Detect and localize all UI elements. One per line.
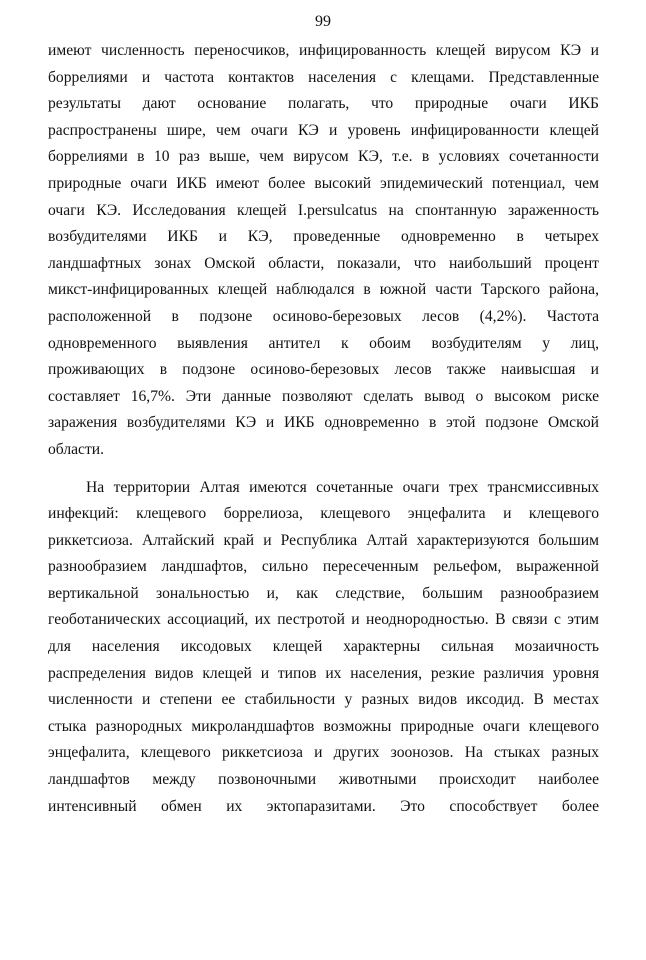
text-line: боррелиями и частота контактов населения с клещами. Представленные — [48, 68, 599, 86]
page-number: 99 — [315, 13, 331, 30]
text-line: составляет 16,7%. Эти данные позволяют сделать вывод о высоком риске — [48, 387, 599, 405]
text-line: стыка разнородных микроландшафтов возможны природные очаги клещевого — [48, 717, 599, 735]
text-line: имеют численность переносчиков, инфицированность клещей вирусом КЭ и — [48, 42, 599, 59]
text-line: природные очаги ИКБ имеют более высокий эпидемический потенциал, чем — [48, 174, 599, 192]
text-line: геоботанических ассоциаций, их пестротой и неоднородностью. В связи с этим — [48, 611, 599, 629]
text-line: одновременного выявления антител к обоим возбудителям у лиц, — [48, 334, 599, 352]
text-line: результаты дают основание полагать, что природные очаги ИКБ — [48, 95, 599, 113]
text-line: интенсивный обмен их эктопаразитами. Это способствует более — [48, 797, 599, 815]
text-line: энцефалита, клещевого риккетсиоза и других зоонозов. На стыках разных — [48, 744, 599, 762]
text-line: очаги КЭ. Исследования клещей I.persulcatus на спонтанную зараженность — [48, 201, 599, 219]
text-line: возбудителями ИКБ и КЭ, проведенные одновременно в четырех — [48, 228, 599, 246]
paragraph-gap — [48, 464, 599, 475]
text-line: боррелиями в 10 раз выше, чем вирусом КЭ, т.е. в условиях сочетанности — [48, 148, 599, 166]
text-line: распространены шире, чем очаги КЭ и уровень инфицированности клещей — [48, 121, 599, 139]
document-body — [48, 38, 599, 820]
text-line: проживающих в подзоне осиново-березовых лесов также наивысшая и — [48, 361, 599, 379]
text-line: для населения иксодовых клещей характерны сильная мозаичность — [48, 638, 599, 656]
text-line: области. — [48, 440, 105, 458]
text-line: заражения возбудителями КЭ и ИКБ одновременно в этой подзоне Омской — [48, 414, 599, 432]
paragraph — [48, 475, 599, 821]
text-line: разнообразием ландшафтов, сильно пересеченным рельефом, выраженной — [48, 558, 599, 576]
text-line: ландшафтных зонах Омской области, показали, что наибольший процент — [48, 254, 599, 272]
paragraph — [48, 38, 599, 464]
text-line: численности и степени ее стабильности у разных видов иксодид. В местах — [48, 691, 599, 709]
text-line: вертикальной зональностью и, как следствие, большим разнообразием — [48, 584, 599, 602]
text-line: На территории Алтая имеются сочетанные очаги трех трансмиссивных — [86, 478, 599, 496]
text-line: ландшафтов между позвоночными животными происходит наиболее — [48, 771, 599, 789]
text-line: распределения видов клещей и типов их населения, резкие различия уровня — [48, 664, 599, 682]
text-line: расположенной в подзоне осиново-березовых лесов (4,2%). Частота — [48, 307, 599, 325]
text-line: инфекций: клещевого боррелиоза, клещевого энцефалита и клещевого — [48, 505, 599, 523]
text-line: риккетсиоза. Алтайский край и Республика Алтай характеризуются большим — [48, 531, 599, 549]
text-line: микст-инфицированных клещей наблюдался в южной части Тарского района, — [48, 281, 599, 299]
